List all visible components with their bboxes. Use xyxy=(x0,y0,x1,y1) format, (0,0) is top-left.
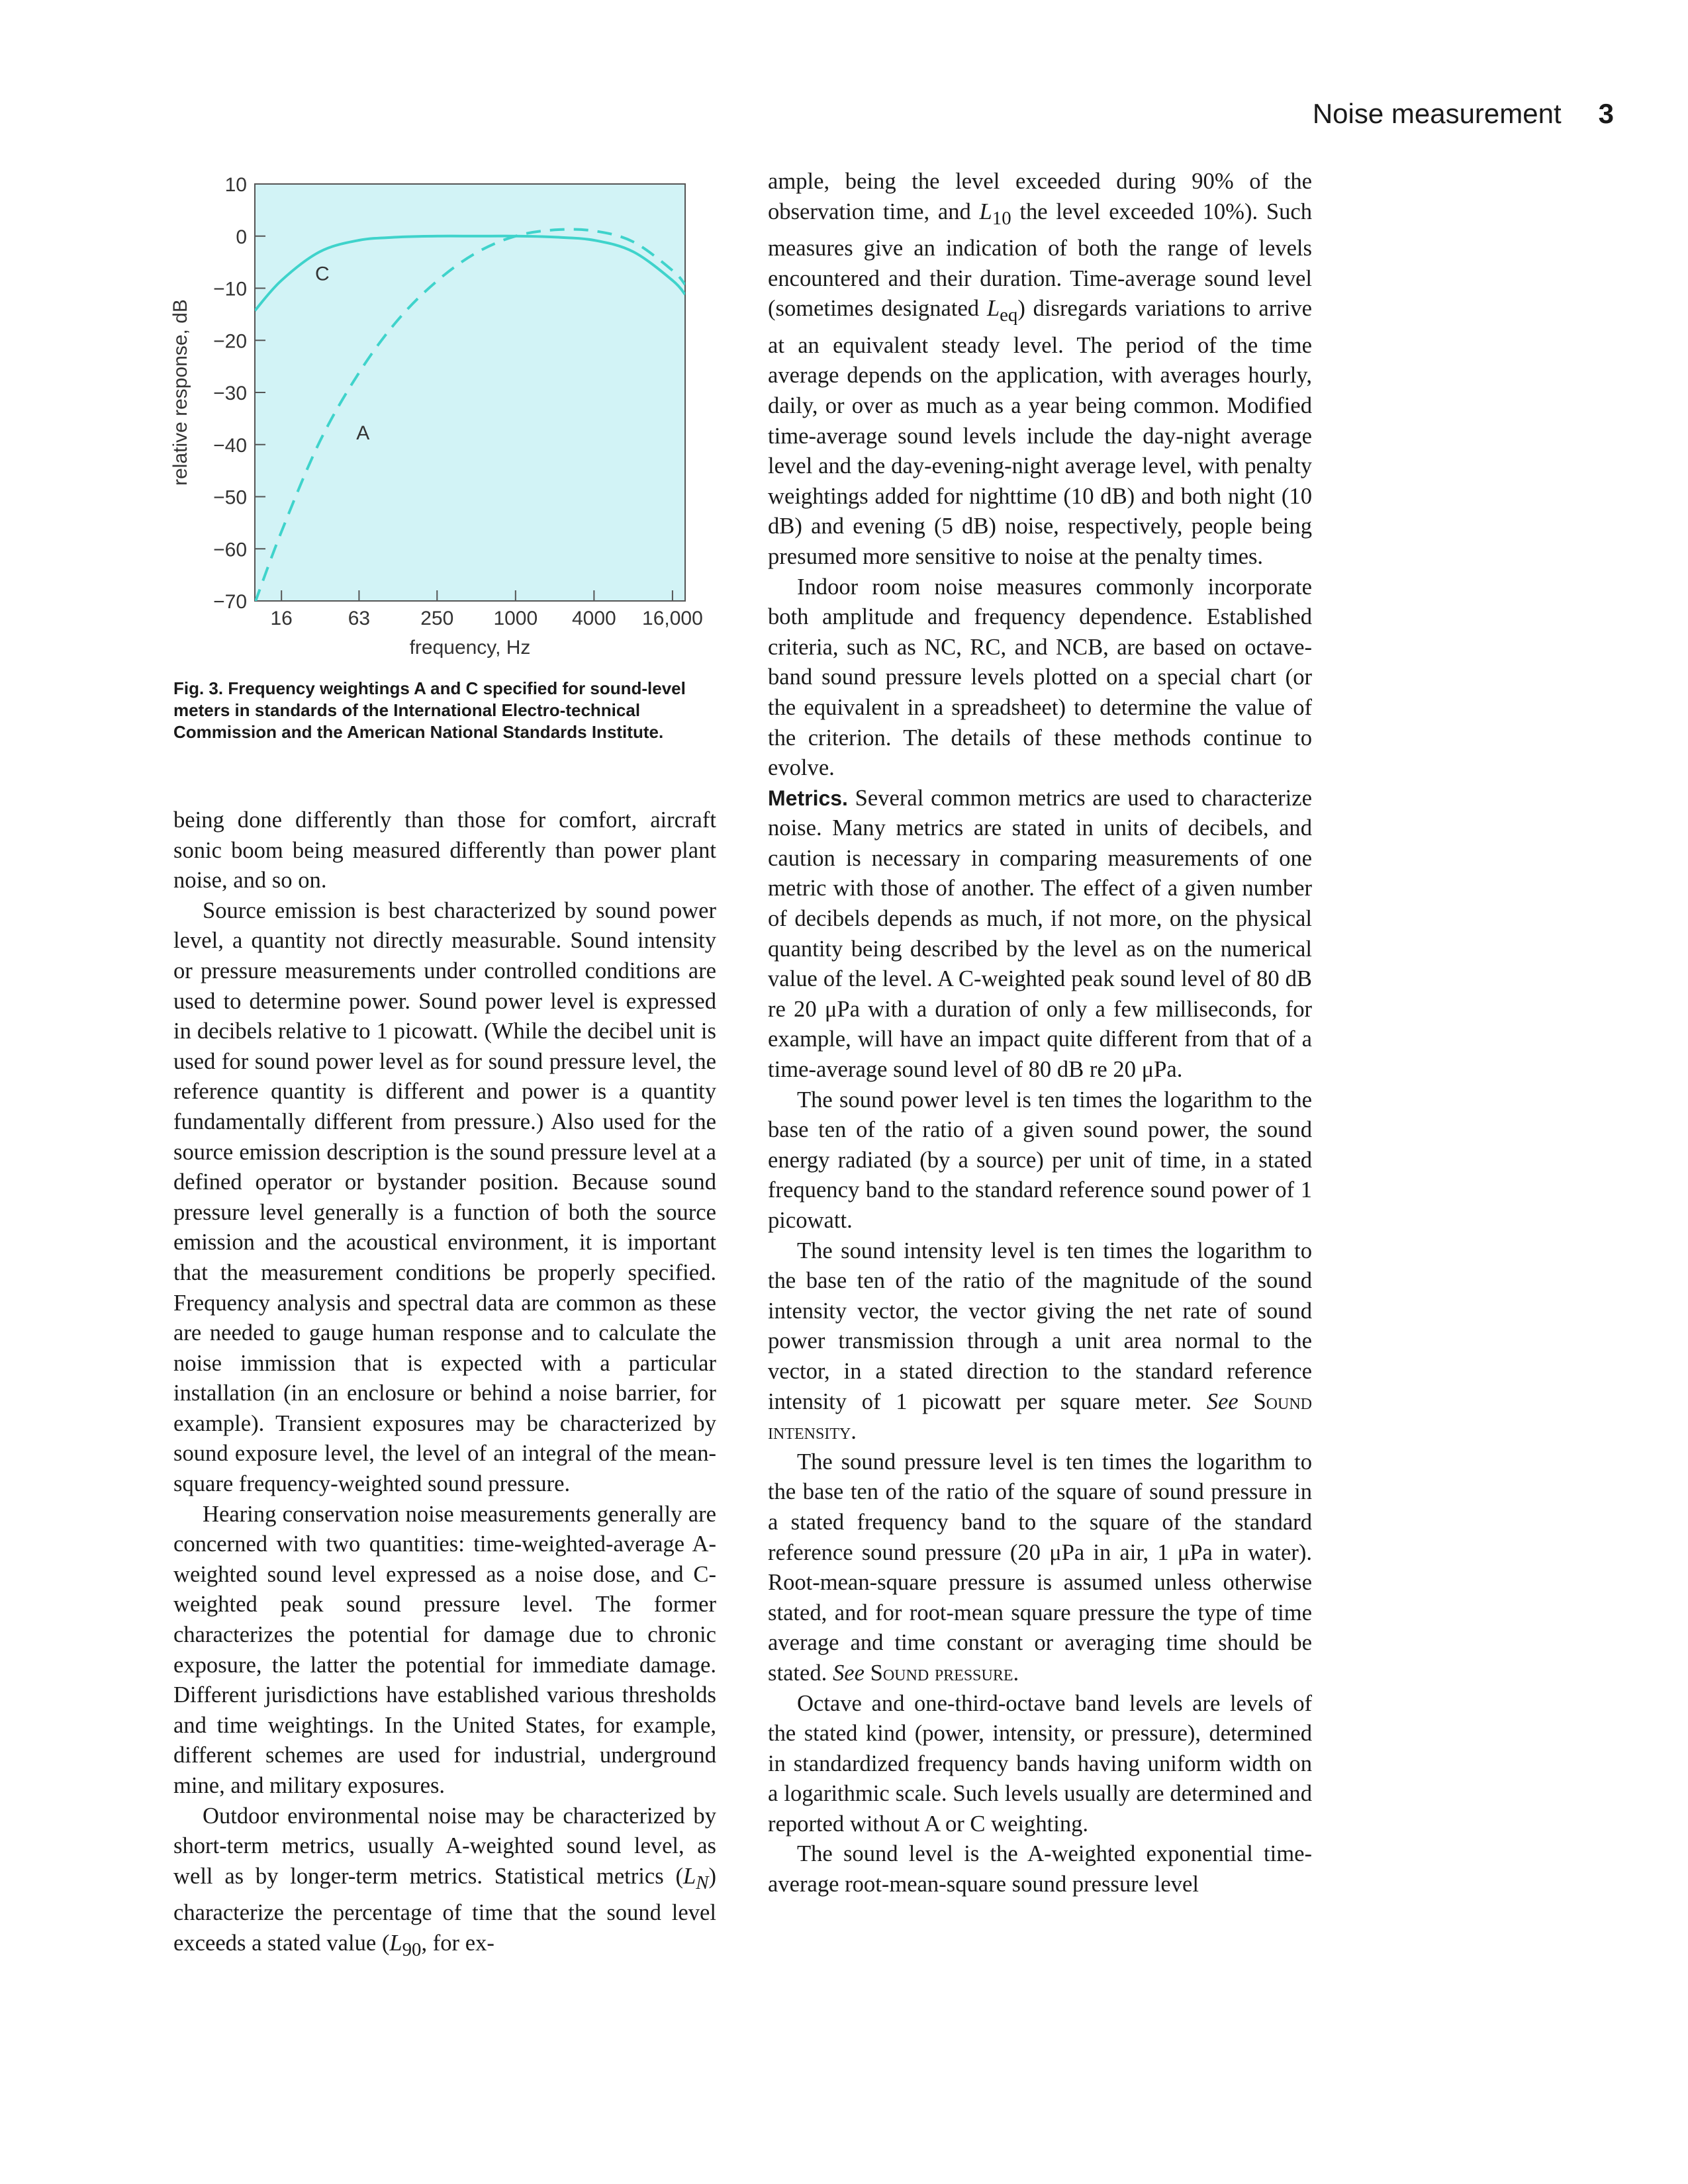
x-tick-label: 16,000 xyxy=(642,608,703,629)
paragraph: Octave and one-third-octave band levels are levels of the stated kind (power, intensity, or pressure), determined in standardized frequency bands having uniform width on a logarithmic scale. Such levels usually are determined and reported without A or C weighting. xyxy=(768,1690,1312,1837)
x-tick-label: 16 xyxy=(270,608,293,629)
left-column xyxy=(173,805,716,1965)
paragraph: Source emission is best characterized by sound power level, a quantity not directly measurable. Sound intensity or pressure measurements under controlled conditions are used to determine power. Sound power level is expressed in decibels relative to 1 picowatt. (While the decibel unit is used for sound power level as for sound pressure level, the reference quantity is different and power is a quantity fundamentally different from pressure.) Also used for the source emission description is the sound pressure level at a defined operator or bystander position. Because sound pressure level generally is a function of both the source emission and the acoustical environment, it is important that the measurement conditions be properly specified. Frequency analysis and spectral data are common as these are needed to gauge human response and to calculate the noise immission that is expected with a particular installation (in an enclosure or behind a noise barrier, for example). Transient exposures may be characterized by sound exposure level, the level of an integral of the mean-square frequency-weighted sound pressure. xyxy=(173,897,716,1497)
page-number: 3 xyxy=(1598,98,1614,129)
paragraph: The sound intensity level is ten times the logarithm to the base ten of the ratio of the magnitude of the sound intensity vector, the vector giving the net rate of sound power transmission through a unit area normal to the vector, in a stated direction to the standard reference intensity of 1 picowatt per square meter. See Sound intensity. xyxy=(768,1238,1312,1445)
frequency-weighting-chart xyxy=(169,172,728,662)
y-tick-label: −40 xyxy=(213,434,247,457)
cross-reference[interactable]: Sound pressure. xyxy=(870,1660,1019,1686)
paragraph: Indoor room noise measures commonly incorporate both amplitude and frequency dependence. Established criteria, such as NC, RC, and NCB, are based on octave-band sound pressure levels plotted on a special chart (or the equivalent in a spreadsheet) to determine the value of the criterion. The details of these methods continue to evolve. xyxy=(768,574,1312,781)
series-label-c: C xyxy=(315,263,330,285)
y-tick-label: −60 xyxy=(213,539,247,561)
paragraph: The sound pressure level is ten times the logarithm to the base ten of the ratio of the square of sound pressure in a stated frequency band to the square of the standard reference sound pressure (20 μPa in air, 1 μPa in water). Root-mean-square pressure is assumed unless otherwise stated, and for root-mean square pressure the type of time average and time constant or averaging time should be stated. See Sound pressure. xyxy=(768,1449,1312,1686)
x-tick-label: 250 xyxy=(420,608,454,629)
running-head-title: Noise measurement xyxy=(1312,98,1562,129)
section-heading: Metrics. xyxy=(768,786,848,810)
paragraph: Hearing conservation noise measurements generally are concerned with two quantities: time-weighted-average A-weighted sound level expressed as a noise dose, and C-weighted peak sound pressure level. The former characterizes the potential for damage due to chronic exposure, the latter the potential for immediate damage. Different jurisdictions have established various thresholds and time weightings. In the United States, for example, different schemes are used for industrial, underground mine, and military exposures. xyxy=(173,1501,716,1798)
y-tick-label: −30 xyxy=(213,383,247,404)
chart-svg xyxy=(169,172,728,662)
paragraph: Outdoor environmental noise may be characterized by short-term metrics, usually A-weighted sound level, as well as by longer-term metrics. Statistical metrics $(L_N)$ characterize the percentage of time that the sound level exceeds a stated value ($L_{90}$, for ex- xyxy=(173,1803,716,1960)
paragraph: Metrics. Several common metrics are used to characterize noise. Many metrics are stated in units of decibels, and caution is necessary in comparing measurements of one metric with those of another. The effect of a given number of decibels depends as much, if not more, on the physical quantity being described by the level as on the numerical value of the level. A C-weighted peak sound level of 80 dB re 20 μPa with a duration of only a few milliseconds, for example, will have an impact quite different from that of a time-average sound level of 80 dB re 20 μPa. xyxy=(768,785,1312,1083)
right-column xyxy=(768,167,1312,1900)
y-tick-label: −70 xyxy=(213,591,247,613)
x-tick-label: 1000 xyxy=(493,608,538,629)
y-tick-label: −50 xyxy=(213,486,247,509)
running-head xyxy=(1313,98,1614,130)
paragraph: ample, being the level exceeded during 90% of the observation time, and $L_{10}$ the level exceeded 10%). Such measures give an indication of both the range of levels encountered and their duration. Time-average sound level (sometimes designated $L_{eq}$) disregards variations to arrive at an equivalent steady level. The period of the time average depends on the application, with averages hourly, daily, or over as much as a year being common. Modified time-average sound levels include the day-night average level and the day-evening-night average level, with penalty weightings added for nighttime (10 dB) and both night (10 dB) and evening (5 dB) noise, respectively, people being presumed more sensitive to noise at the penalty times. xyxy=(768,169,1312,569)
y-axis-title: relative response, dB xyxy=(169,299,191,486)
series-label-a: A xyxy=(356,422,370,444)
figure-caption: Fig. 3. Frequency weightings A and C specified for sound-level meters in standards of the International Electro-technical Commission and the American National Standards Institute. xyxy=(173,678,686,742)
x-tick-label: 4000 xyxy=(571,608,616,629)
paragraph: The sound level is the A-weighted exponential time-average root-mean-square sound pressure level xyxy=(768,1841,1312,1897)
y-tick-label: −10 xyxy=(213,278,247,300)
paragraph: The sound power level is ten times the logarithm to the base ten of the ratio of a given sound power, the sound energy radiated (by a source) per unit of time, in a stated frequency band to the standard reference sound power of 1 picowatt. xyxy=(768,1087,1312,1233)
y-tick-label: 0 xyxy=(236,226,247,248)
y-tick-label: 10 xyxy=(224,174,247,196)
x-axis-title: frequency, Hz xyxy=(409,637,531,659)
y-tick-label: −20 xyxy=(213,330,247,353)
paragraph: being done differently than those for comfort, aircraft sonic boom being measured differently than power plant noise, and so on. xyxy=(173,807,716,893)
cross-reference[interactable]: Sound intensity. xyxy=(768,1388,1312,1445)
x-tick-label: 63 xyxy=(348,608,371,629)
